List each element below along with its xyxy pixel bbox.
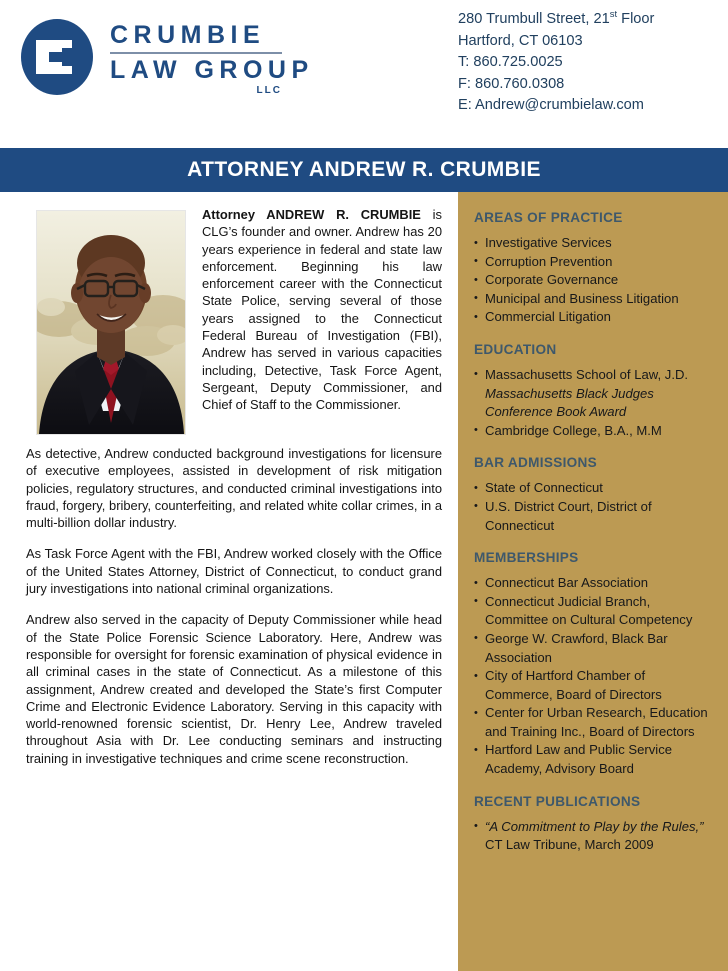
sidebar-heading-memberships: MEMBERSHIPS [474,550,579,566]
brand-wordmark [110,18,314,96]
page-content [0,192,728,971]
intro-lead-name: Attorney ANDREW R. CRUMBIE [202,207,421,222]
brand-logo [18,18,314,96]
brand-divider-rule [110,52,282,54]
brand-entity-suffix: LLC [256,84,282,96]
contact-block [458,9,654,117]
list-item: • Connecticut Judicial Branch, Committee on Cultural Competency [474,593,714,630]
contact-fax: F: 860.760.0308 [458,75,565,92]
list-item: • State of Connecticut [474,479,714,498]
sidebar-list-recent-publications [474,818,714,855]
crumbie-circle-c-logo-icon [18,18,96,96]
sidebar-heading-education: EDUCATION [474,341,557,357]
sidebar-list-memberships [474,574,714,779]
body-paragraph-1: As detective, Andrew conducted background investigations for licensure of executive employees, assisted in development of risk mitigation policies, regulatory structures, and conducted criminal investigations into fraud, forgery, bribery, counterfeiting, and related white collar crimes, in a multi-billion dollar industry. [26,446,442,531]
sidebar-heading-areas-of-practice: AREAS OF PRACTICE [474,210,623,225]
intro-rest-text: is CLG’s founder and owner. Andrew has 20 years experience in federal and state law enforcement. Beginning his law enforcement career with the Connecticut State Police, serving several of those years assigned to the Connecticut Federal Bureau of Investigation (FBI), Andrew has served in various capacities including, Detective, Task Force Agent, Sergeant, Deputy Commissioner, and Chief of Staff to the Commissioner. [202,207,442,413]
list-item: • Investigative Services [474,234,714,253]
contact-address: 280 Trumbull Street, 21st Floor [458,9,655,27]
body-paragraph-3: Andrew also served in the capacity of Deputy Commissioner while head of the State Police Forensic Science Laboratory. Here, Andrew was responsible for oversight for forensic examination of physical evidence in all criminal cases in the state of Connecticut. As a milestone of this assignment, Andrew created and developed the State’s first Computer Crime and Electronic Evidence Laboratory. Serving in this capacity with world-renowned forensic scientist, Dr. Henry Lee, Andrew traveled throughout Asia with Dr. Lee conducting seminars and instructing training in investigative techniques and crime scene reconstruction. [26,612,442,766]
list-item: • Corporate Governance [474,271,714,290]
sidebar-list-areas-of-practice [474,234,714,327]
intro-block [26,206,442,439]
list-item: • Corruption Prevention [474,253,714,272]
list-item: • Connecticut Bar Association [474,574,714,593]
ordinal-suffix: st [609,9,618,21]
contact-city-state-zip: Hartford, CT 06103 [458,32,583,49]
list-item: • Center for Urban Research, Education and Training Inc., Board of Directors [474,704,714,741]
title-banner [0,148,728,192]
body-paragraphs [26,439,442,767]
education-award-text: Massachusetts Black Judges Conference Book Award [485,385,654,420]
education-degree-text: Massachusetts School of Law, J.D. [485,366,689,382]
page-title: ATTORNEY ANDREW R. CRUMBIE [187,158,541,181]
page-header [0,0,728,148]
sidebar-heading-bar-admissions: BAR ADMISSIONS [474,455,598,471]
list-item: • George W. Crawford, Black Bar Association [474,630,714,667]
sidebar-list-education [474,366,714,440]
sidebar-list-bar-admissions [474,479,714,535]
list-item: • Cambridge College, B.A., M.M [474,422,714,441]
brand-name-line2: LAW GROUP [110,55,314,84]
list-item [474,366,714,422]
brand-name-line1: CRUMBIE [110,21,266,50]
publication-source-text: CT Law Tribune, March 2009 [485,837,654,853]
sidebar-column [458,192,728,971]
list-item: • Hartford Law and Public Service Academy, Advisory Board [474,741,714,778]
contact-email[interactable]: E: Andrew@crumbielaw.com [458,97,644,113]
body-paragraph-2: As Task Force Agent with the FBI, Andrew worked closely with the Office of the United States Attorney, District of Connecticut, to conduct grand jury investigations into national criminal organizations. [26,546,442,597]
list-item: • City of Hartford Chamber of Commerce, Board of Directors [474,667,714,704]
sidebar-heading-recent-publications: RECENT PUBLICATIONS [474,793,641,809]
list-item: • U.S. District Court, District of Connecticut [474,498,714,535]
list-item: • Municipal and Business Litigation [474,290,714,309]
main-column [0,192,458,971]
contact-phone: T: 860.725.0025 [458,54,563,70]
list-item: • Commercial Litigation [474,308,714,327]
publication-title-text: “A Commitment to Play by the Rules,” [485,818,704,834]
list-item [474,818,714,855]
attorney-portrait-photo [36,210,186,435]
